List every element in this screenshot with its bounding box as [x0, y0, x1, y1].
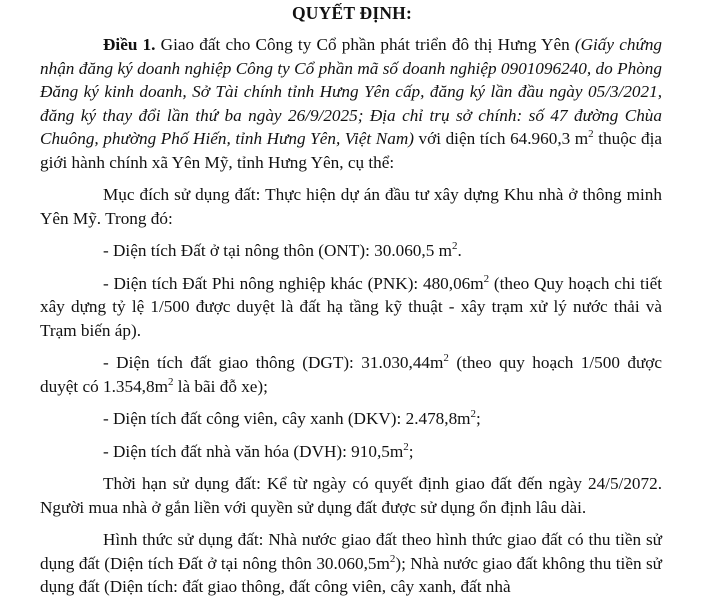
- article-1-paragraph: [40, 33, 662, 174]
- form-text-2: ); Nhà nước giao đất không thu tiền sử dụng đất (Diện tích: đất giao thông, đất công viên, cây xanh, đất nhà: [40, 553, 662, 596]
- unit-exponent: 2: [451, 240, 458, 252]
- purpose-paragraph: Mục đích sử dụng đất: Thực hiện dự án đầu tư xây dựng Khu nhà ở thông minh Yên Mỹ. Trong đó:: [40, 185, 662, 228]
- item-dgt-end: là bãi đỗ xe);: [173, 376, 268, 396]
- item-pnk-note: (theo Quy hoạch chi tiết xây dựng tỷ lệ 1/500 được duyệt là đất hạ tầng kỹ thuật - xây trạm xử lý nước thải và Trạm biến áp).: [40, 273, 662, 340]
- article-text-1: Giao đất cho Công ty Cổ phần phát triển đô thị Hưng Yên: [155, 35, 575, 54]
- item-dgt-note: (theo quy hoạch 1/500 được duyệt có 1.354,8m: [40, 353, 662, 396]
- unit-exponent: 2: [443, 352, 449, 364]
- article-label: Điều 1.: [103, 35, 156, 54]
- item-dgt-text: - Diện tích đất giao thông (DGT): 31.030,44m: [103, 353, 444, 372]
- item-dvh-end: ;: [408, 441, 414, 461]
- term-paragraph: Thời hạn sử dụng đất: Kể từ ngày có quyết định giao đất đến ngày 24/5/2072. Người mua nhà ở gắn liền với quyền sử dụng đất được sử dụng ổn định lâu dài.: [40, 474, 662, 517]
- unit-exponent: 2: [167, 375, 174, 388]
- document-title: QUYẾT ĐỊNH:: [291, 3, 413, 23]
- item-dvh-text: - Diện tích đất nhà văn hóa (DVH): 910,5m: [103, 441, 404, 461]
- unit-exponent: 2: [483, 272, 490, 285]
- unit-exponent: 2: [389, 552, 396, 565]
- item-pnk-text: - Diện tích Đất Phi nông nghiệp khác (PNK): 480,06m: [103, 273, 484, 293]
- item-ont-text: - Diện tích Đất ở tại nông thôn (ONT): 30.060,5 m: [103, 241, 452, 260]
- unit-exponent: 2: [588, 128, 594, 140]
- unit-exponent: 2: [470, 408, 477, 420]
- item-dvh: [40, 440, 662, 464]
- unit-exponent: 2: [403, 440, 409, 453]
- item-dkv: [40, 407, 662, 431]
- form-text-1: Hình thức sử dụng đất: Nhà nước giao đất theo hình thức giao đất có thu tiền sử dụng đất (Diện tích Đất ở tại nông thôn 30.060,5m: [40, 530, 662, 573]
- item-pnk: [40, 272, 662, 343]
- item-dkv-text: - Diện tích đất công viên, cây xanh (DKV): 2.478,8m: [103, 409, 471, 428]
- item-ont: [40, 239, 662, 263]
- form-paragraph: [40, 528, 662, 599]
- item-dgt: [40, 351, 662, 398]
- article-text-3: thuộc địa giới hành chính xã Yên Mỹ, tỉnh Hưng Yên, cụ thể:: [40, 129, 662, 172]
- item-dkv-end: ;: [476, 409, 481, 428]
- article-company-details: (Giấy chứng nhận đăng ký doanh nghiệp Công ty Cổ phần mã số doanh nghiệp 0901096240, do Phòng Đăng ký kinh doanh, Sở Tài chính tỉnh Hưng Yên cấp, đăng ký lần đầu ngày 05/3/2021, đăng ký thay đổi lần thứ ba ngày 26/9/2025; Địa chỉ trụ sở chính: số 47 đường Chùa Chuông, phường Phố Hiến, tỉnh Hưng Yên, Việt Nam): [40, 35, 663, 148]
- document-body: [40, 33, 662, 608]
- item-ont-end: .: [457, 241, 462, 260]
- article-text-2: với diện tích 64.960,3 m: [413, 129, 589, 148]
